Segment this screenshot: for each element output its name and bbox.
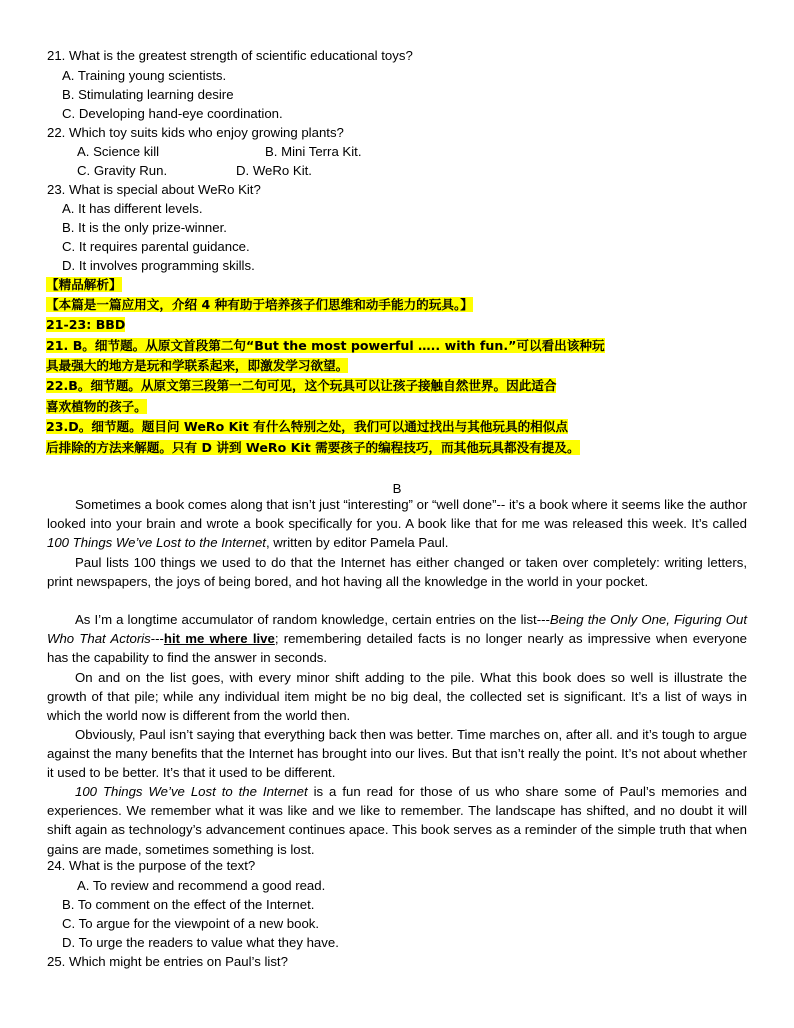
option-21b: B. Stimulating learning desire <box>62 87 234 102</box>
question-25: 25. Which might be entries on Paul’s list? <box>47 954 288 969</box>
option-24c: C. To argue for the viewpoint of a new book. <box>62 916 320 931</box>
option-23a: A. It has different levels. <box>62 201 203 216</box>
analysis-header: 【精品解析】 <box>46 277 122 292</box>
underlined-phrase: hit me where live <box>163 631 275 647</box>
question-21: 21. What is the greatest strength of scientific educational toys? <box>47 48 413 63</box>
passage-paragraph-6: 100 Things We’ve Lost to the Internet is a fun read for those of us who share some of Paul’s memories and experiences. We remember what it was like and we like to remember. The landscape has shifted, and no doubt it will shift again as technology’s advancement continues apace. This book serves as a reminder of the simple truth that when gains are made, sometimes something is lost. <box>47 784 747 857</box>
analysis-23-line1: 23.D。细节题。题目问 WeRo Kit 有什么特别之处，我们可以通过找出与其他玩具的相似点 <box>46 419 568 434</box>
analysis-22-line1: 22.B。细节题。从原文第三段第一二句可见，这个玩具可以让孩子接触自然世界。因此适合 <box>46 378 557 393</box>
analysis-summary: 【本篇是一篇应用文，介绍 4 种有助于培养孩子们思维和动手能力的玩具。】 <box>46 297 473 312</box>
option-23d: D. It involves programming skills. <box>62 258 255 273</box>
passage-paragraph-5: Obviously, Paul isn’t saying that everything back then was better. Time marches on, after all. and it’s tough to argue against the many benefits that the Internet has brought into our lives. But that isn’t really the point. It’s not about whether it used to be better. It’s that it used to be different. <box>47 727 747 781</box>
option-23b: B. It is the only prize-winner. <box>62 220 227 235</box>
analysis-21-line1: 21. B。细节题。从原文首段第二句“But the most powerful ….. with fun.”可以看出该种玩 <box>46 338 605 353</box>
option-23c: C. It requires parental guidance. <box>62 239 250 254</box>
question-22: 22. Which toy suits kids who enjoy growing plants? <box>47 125 344 140</box>
option-24b: B. To comment on the effect of the Internet. <box>62 897 315 912</box>
analysis-23-line2: 后排除的方法来解题。只有 D 讲到 WeRo Kit 需要孩子的编程技巧，而其他玩具都没有提及。 <box>46 440 580 455</box>
option-22a: A. Science kill <box>77 144 160 159</box>
section-b-label: B <box>392 481 402 496</box>
option-24a: A. To review and recommend a good read. <box>77 878 326 893</box>
option-22b: B. Mini Terra Kit. <box>265 144 362 159</box>
passage-paragraph-2: Paul lists 100 things we used to do that the Internet has either changed or taken over completely: writing letters, print newspapers, the joys of being bored, and hot having all the knowledge in the world in your pocket. <box>47 555 747 590</box>
question-23: 23. What is special about WeRo Kit? <box>47 182 261 197</box>
question-24: 24. What is the purpose of the text? <box>47 858 256 873</box>
option-22c: C. Gravity Run. <box>77 163 168 178</box>
book-title: 100 Things We’ve Lost to the Internet <box>47 535 266 551</box>
passage-paragraph-3: As I’m a longtime accumulator of random knowledge, certain entries on the list---Being the Only One, Figuring Out Who That Actoris---hit me where live; remembering detailed facts is no longer nearly as impressive when everyone has the capability to find the answer in seconds. <box>47 612 747 666</box>
passage-paragraph-4: On and on the list goes, with every minor shift adding to the pile. What this book does so well is illustrate the growth of that pile; while any individual item might be no big deal, the collected set is significant. It’s a list of ways in which the world now is different from the world then. <box>47 670 747 724</box>
passage-paragraph-1: Sometimes a book comes along that isn’t just “interesting” or “well done”-- it’s a book where it seems like the author looked into your brain and wrote a book specifically for you. A book like that for me was released this week. It’s called 100 Things We’ve Lost to the Internet, written by editor Pamela Paul. <box>47 497 747 551</box>
option-21a: A. Training young scientists. <box>62 68 227 83</box>
option-21c: C. Developing hand-eye coordination. <box>62 106 283 121</box>
option-22d: D. WeRo Kit. <box>236 163 312 178</box>
analysis-22-line2: 喜欢植物的孩子。 <box>46 399 147 414</box>
analysis-answers: 21-23: BBD <box>46 317 126 332</box>
analysis-21-line2: 具最强大的地方是玩和学联系起来，即激发学习欲望。 <box>46 358 349 373</box>
option-24d: D. To urge the readers to value what they have. <box>62 935 339 950</box>
